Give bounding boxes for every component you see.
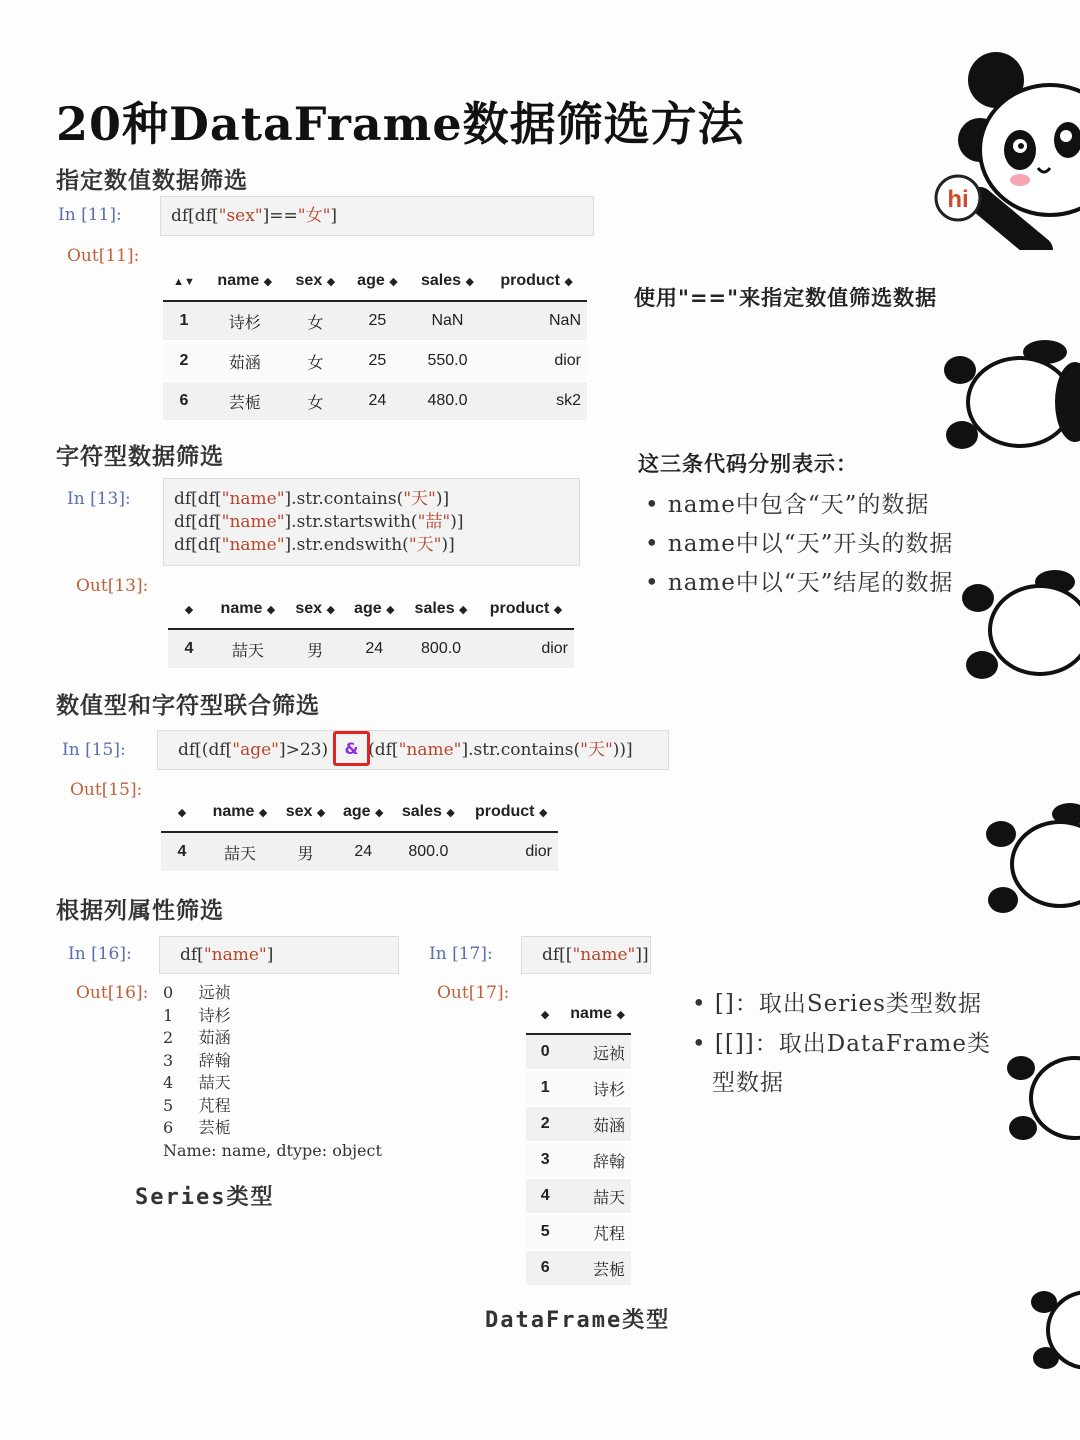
cell-sex: 女 bbox=[285, 381, 347, 421]
section-title-combined-filter: 数值型和字符型联合筛选 bbox=[56, 693, 320, 719]
sort-icon: ◆ bbox=[553, 604, 563, 616]
index-header[interactable] bbox=[526, 995, 564, 1034]
table-row bbox=[163, 381, 587, 421]
sort-icon: ▲▼ bbox=[173, 276, 195, 288]
sort-icon: ◆ bbox=[616, 1009, 625, 1021]
cell-product: dior bbox=[478, 629, 574, 669]
index-header[interactable] bbox=[161, 793, 203, 832]
out-prompt-11: Out[11]: bbox=[67, 246, 140, 266]
table-row bbox=[526, 1214, 631, 1250]
caption-dataframe: DataFrame类型 bbox=[485, 1308, 671, 1333]
cell-name: 喆天 bbox=[564, 1178, 631, 1214]
dataframe-table-15 bbox=[161, 793, 558, 873]
code-cell-17[interactable]: df[["name"]] bbox=[521, 936, 651, 974]
cell-product: sk2 bbox=[486, 381, 587, 421]
cell-age: 25 bbox=[346, 341, 409, 381]
cell-name: 辞翰 bbox=[564, 1142, 631, 1178]
ampersand-highlight: & bbox=[333, 731, 370, 766]
bullet-startswith: • name中以“天”开头的数据 bbox=[645, 531, 954, 557]
sort-icon: ◆ bbox=[177, 807, 187, 819]
row-index: 1 bbox=[163, 301, 205, 341]
table-row bbox=[526, 1070, 631, 1106]
out-prompt-15: Out[15]: bbox=[70, 780, 143, 800]
panda-icon bbox=[1030, 1280, 1080, 1380]
sort-icon: ◆ bbox=[459, 604, 468, 616]
column-header-name[interactable]: name ◆ bbox=[203, 793, 277, 832]
in-prompt-17: In [17]: bbox=[429, 944, 493, 964]
sort-icon: ◆ bbox=[386, 604, 395, 616]
table-row bbox=[161, 832, 558, 872]
column-header-product[interactable]: product ◆ bbox=[478, 590, 574, 629]
panda-icon bbox=[1005, 1040, 1080, 1150]
cell-name: 诗杉 bbox=[564, 1070, 631, 1106]
dataframe-table-11 bbox=[163, 262, 587, 422]
cell-sales: 800.0 bbox=[392, 832, 464, 872]
panda-icon bbox=[960, 570, 1080, 690]
cell-name: 喆天 bbox=[210, 629, 286, 669]
in-prompt-13: In [13]: bbox=[67, 489, 131, 509]
list-item: 5 芃程 bbox=[163, 1095, 231, 1115]
list-item: 4 喆天 bbox=[163, 1073, 231, 1092]
table-row bbox=[526, 1034, 631, 1070]
row-index: 5 bbox=[526, 1214, 564, 1250]
note-three-codes: 这三条代码分别表示： bbox=[638, 452, 858, 476]
panda-icon bbox=[940, 340, 1080, 460]
row-index: 4 bbox=[168, 629, 210, 669]
dataframe-table-17 bbox=[526, 995, 631, 1287]
in-prompt-16: In [16]: bbox=[68, 944, 132, 964]
series-footer: Name: name, dtype: object bbox=[163, 1140, 382, 1160]
out-prompt-16: Out[16]: bbox=[76, 983, 149, 1003]
row-index: 6 bbox=[526, 1250, 564, 1286]
in-prompt-11: In [11]: bbox=[58, 205, 122, 225]
sort-icon: ◆ bbox=[263, 276, 273, 288]
column-header-product[interactable]: product ◆ bbox=[486, 262, 587, 301]
row-index: 1 bbox=[526, 1070, 564, 1106]
cell-name: 芸栀 bbox=[205, 381, 285, 421]
dataframe-table-13 bbox=[168, 590, 574, 670]
bullet-contains: • name中包含“天”的数据 bbox=[645, 492, 930, 518]
caption-series: Series类型 bbox=[135, 1185, 275, 1210]
row-index: 2 bbox=[526, 1106, 564, 1142]
column-header-name[interactable]: name ◆ bbox=[564, 995, 631, 1034]
row-index: 6 bbox=[163, 381, 205, 421]
row-index: 0 bbox=[526, 1034, 564, 1070]
cell-name: 芸栀 bbox=[564, 1250, 631, 1286]
column-header-sex[interactable]: sex ◆ bbox=[285, 262, 347, 301]
cell-sales: 480.0 bbox=[409, 381, 486, 421]
out-prompt-17: Out[17]: bbox=[437, 983, 510, 1003]
table-row bbox=[163, 341, 587, 381]
code-cell-13[interactable]: df[df["name"].str.contains("天")] df[df["name"].str.startswith("喆")] df[df["name"].str.endswith("天")] bbox=[163, 478, 580, 566]
row-index: 2 bbox=[163, 341, 205, 381]
sort-icon: ◆ bbox=[316, 807, 326, 819]
bullet-series: • []：取出Series类型数据 bbox=[692, 991, 982, 1017]
hi-sticker: hi bbox=[947, 186, 969, 213]
cell-sales: 550.0 bbox=[409, 341, 486, 381]
sort-icon: ◆ bbox=[564, 276, 573, 288]
section-title-string-filter: 字符型数据筛选 bbox=[56, 444, 224, 470]
table-row bbox=[168, 629, 574, 669]
list-item: 2 茹涵 bbox=[163, 1028, 231, 1047]
table-row bbox=[163, 301, 587, 341]
panda-icon bbox=[985, 800, 1080, 920]
column-header-product[interactable]: product ◆ bbox=[464, 793, 558, 832]
cell-sales: 800.0 bbox=[404, 629, 478, 669]
cell-name: 远祯 bbox=[564, 1034, 631, 1070]
in-prompt-15: In [15]: bbox=[62, 740, 126, 760]
list-item: 3 辞翰 bbox=[163, 1050, 231, 1070]
panda-icon bbox=[920, 40, 1080, 250]
sort-icon: ◆ bbox=[326, 276, 336, 288]
series-output bbox=[163, 982, 382, 1162]
sort-icon: ◆ bbox=[375, 807, 384, 819]
list-item: 6 芸栀 bbox=[163, 1118, 231, 1137]
section-title-value-filter: 指定数值数据筛选 bbox=[56, 168, 248, 194]
cell-name: 芃程 bbox=[564, 1214, 631, 1250]
sort-icon: ◆ bbox=[465, 276, 474, 288]
sort-icon: ◆ bbox=[258, 807, 268, 819]
bullet-endswith: • name中以“天”结尾的数据 bbox=[645, 570, 954, 596]
cell-name: 茹涵 bbox=[205, 341, 285, 381]
cell-product: dior bbox=[486, 341, 587, 381]
bullet-dataframe: • [[]]：取出DataFrame类 bbox=[692, 1031, 991, 1057]
cell-name: 茹涵 bbox=[564, 1106, 631, 1142]
cell-name: 诗杉 bbox=[205, 301, 285, 341]
cell-sex: 男 bbox=[286, 629, 345, 669]
cell-age: 24 bbox=[334, 832, 392, 872]
cell-sales: NaN bbox=[409, 301, 486, 341]
column-header-age[interactable]: age ◆ bbox=[334, 793, 392, 832]
cell-name: 喆天 bbox=[203, 832, 277, 872]
cell-sex: 女 bbox=[285, 301, 347, 341]
column-header-sales[interactable]: sales ◆ bbox=[392, 793, 464, 832]
sort-icon: ◆ bbox=[266, 604, 276, 616]
code-cell-15[interactable]: df[(df["age"]>23) (df["name"].str.contains("天"))] bbox=[157, 730, 669, 770]
sort-icon: ◆ bbox=[446, 807, 455, 819]
note-equals-filter: 使用"=="来指定数值筛选数据 bbox=[634, 286, 938, 310]
column-header-age[interactable]: age ◆ bbox=[344, 590, 404, 629]
cell-sex: 男 bbox=[277, 832, 334, 872]
index-header[interactable] bbox=[163, 262, 205, 301]
row-index: 3 bbox=[526, 1142, 564, 1178]
out-prompt-13: Out[13]: bbox=[76, 576, 149, 596]
cell-product: dior bbox=[464, 832, 558, 872]
list-item: 0 远祯 bbox=[163, 983, 231, 1002]
cell-age: 25 bbox=[346, 301, 409, 341]
column-header-age[interactable]: age ◆ bbox=[346, 262, 409, 301]
code-cell-16[interactable]: df["name"] bbox=[159, 936, 399, 974]
page-title: 20种DataFrame数据筛选方法 bbox=[56, 97, 745, 151]
column-header-name[interactable]: name ◆ bbox=[210, 590, 286, 629]
column-header-sales[interactable]: sales ◆ bbox=[404, 590, 478, 629]
table-row bbox=[526, 1178, 631, 1214]
cell-product: NaN bbox=[486, 301, 587, 341]
cell-sex: 女 bbox=[285, 341, 347, 381]
row-index: 4 bbox=[161, 832, 203, 872]
column-header-sex[interactable]: sex ◆ bbox=[277, 793, 334, 832]
table-row bbox=[526, 1250, 631, 1286]
column-header-sales[interactable]: sales ◆ bbox=[409, 262, 486, 301]
list-item: 1 诗杉 bbox=[163, 1005, 231, 1025]
section-title-column-filter: 根据列属性筛选 bbox=[56, 898, 224, 924]
cell-age: 24 bbox=[344, 629, 404, 669]
table-row bbox=[526, 1106, 631, 1142]
cell-age: 24 bbox=[346, 381, 409, 421]
bullet-dataframe-cont: 型数据 bbox=[712, 1070, 784, 1096]
column-header-name[interactable]: name ◆ bbox=[205, 262, 285, 301]
sort-icon: ◆ bbox=[540, 1009, 550, 1021]
sort-icon: ◆ bbox=[389, 276, 398, 288]
sort-icon: ◆ bbox=[538, 807, 548, 819]
column-header-sex[interactable]: sex ◆ bbox=[286, 590, 345, 629]
sort-icon: ◆ bbox=[184, 604, 194, 616]
row-index: 4 bbox=[526, 1178, 564, 1214]
sort-icon: ◆ bbox=[326, 604, 335, 616]
table-row bbox=[526, 1142, 631, 1178]
code-cell-11[interactable]: df[df["sex"]=="女"] bbox=[160, 196, 594, 236]
index-header[interactable] bbox=[168, 590, 210, 629]
